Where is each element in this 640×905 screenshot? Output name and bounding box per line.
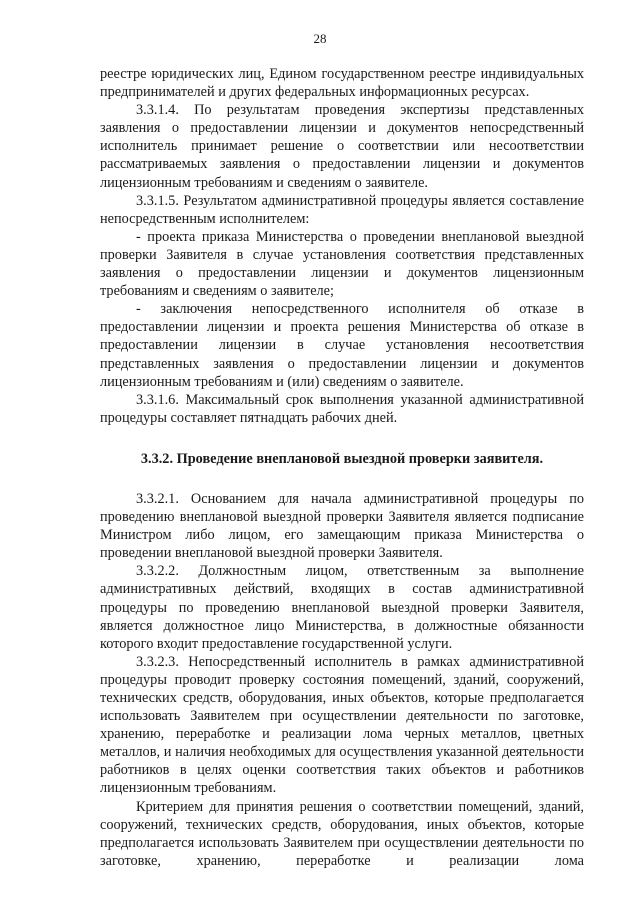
paragraph-criterion: Критерием для принятия решения о соответствии помещений, зданий, сооружений, технических средств, оборудования, иных объектов, которые предполагается использовать Заявителем при осуществлении деятельности по заготовке, хранению, переработке и реализации лома [100,798,584,869]
paragraph-3-3-1-5: 3.3.1.5. Результатом административной процедуры является составление непосредственным исполнителем: [100,192,584,227]
page-content [100,65,584,870]
paragraph-3-3-1-4: 3.3.1.4. По результатам проведения экспертизы представленных заявления о предоставлении лицензии и документов непосредственный исполнитель принимает решение о соответствии или несоответствии рассматриваемых заявления о предоставлении лицензии и документов лицензионным требованиям и сведениям о заявителе. [100,102,584,191]
page-number: 28 [313,31,327,46]
paragraph-3-3-2-1: 3.3.2.1. Основанием для начала административной процедуры по проведению внеплановой выездной проверки Заявителя является подписание Министром либо лицом, его замещающим приказа Министерства о проведении внеплановой выездной проверки Заявителя. [100,490,584,562]
section-title-3-3-2: 3.3.2. Проведение внеплановой выездной проверки заявителя. [140,450,544,467]
paragraph-3-3-1-6: 3.3.1.6. Максимальный срок выполнения указанной административной процедуры составляет пятнадцать рабочих дней. [100,391,584,426]
list-item-order-draft: - проекта приказа Министерства о проведении внеплановой выездной проверки Заявителя в случае установления соответствия представленных заявления о предоставлении лицензии и документов лицензионным требованиям и сведениям о заявителе; [100,228,584,300]
paragraph-registries: реестре юридических лиц, Едином государственном реестре индивидуальных предпринимателей и других федеральных информационных ресурсах. [100,66,584,101]
paragraph-3-3-2-3: 3.3.2.3. Непосредственный исполнитель в рамках административной процедуры проводит проверку состояния помещений, зданий, сооружений, технических средств, оборудования, иных объектов, которые предполагается использовать Заявителем при осуществлении деятельности по заготовке, хранению, переработке и реализации лома черных металлов, цветных металлов, и наличия необходимых для осуществления указанной деятельности работников в целях оценки соответствия таких объектов и работников лицензионным требованиям. [100,653,584,797]
paragraph-3-3-2-2: 3.3.2.2. Должностным лицом, ответственным за выполнение административных действий, входящих в состав административной процедуры по проведению внеплановой выездной проверки Заявителя, является должностное лицо Министерства, в должностные обязанности которого входит предоставление государственной услуги. [100,563,584,652]
list-item-refusal-conclusion: - заключения непосредственного исполнителя об отказе в предоставлении лицензии и проекта решения Министерства об отказе в предоставлении лицензии в случае установления несоответствия представленных заявления о предоставлении лицензии и документов лицензионным требованиям и (или) сведениям о заявителе. [100,301,584,390]
